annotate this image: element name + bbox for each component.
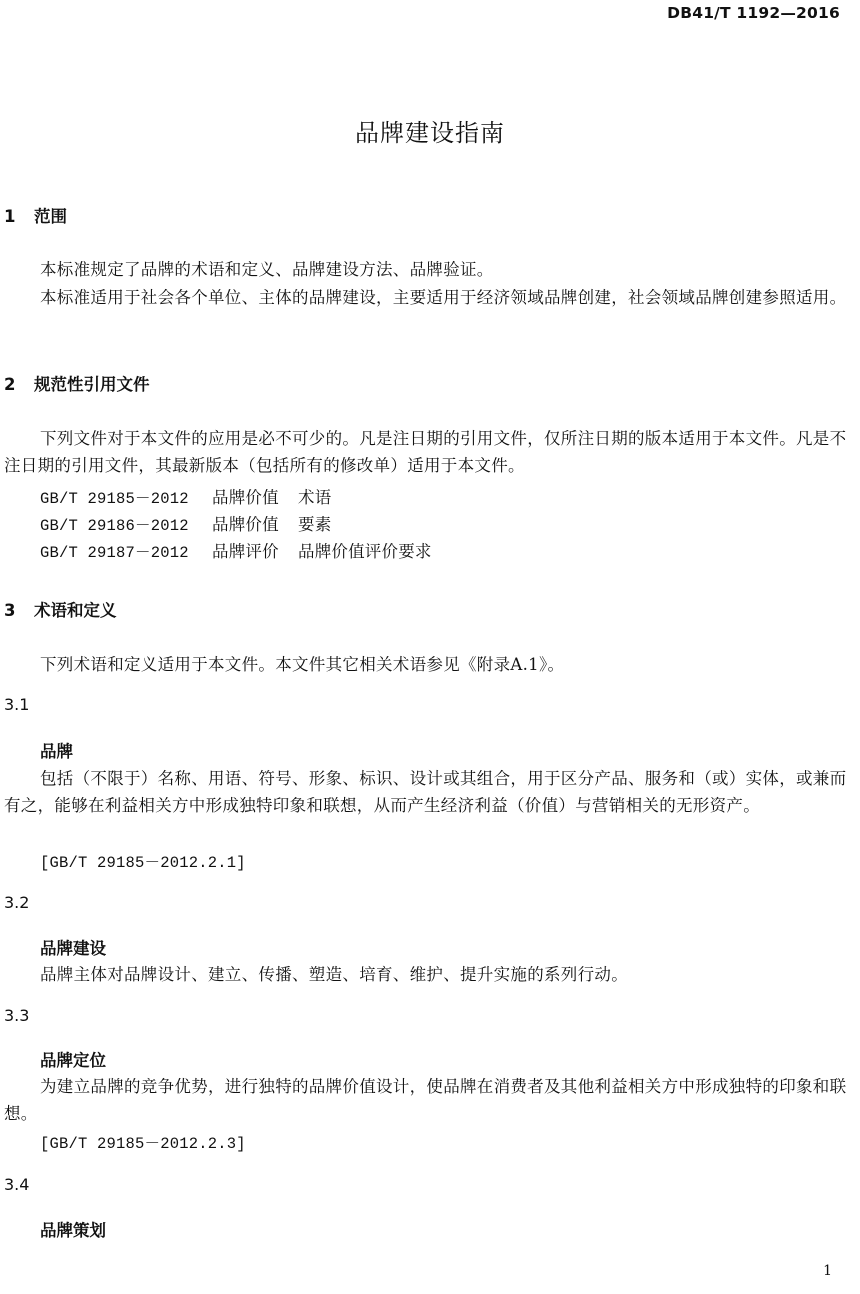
section-heading-normative-references xyxy=(4,371,150,395)
reference-code: GB/T 29185－2012 xyxy=(40,490,189,508)
term-heading: 品牌建设 xyxy=(40,939,106,958)
term-definition: 为建立品牌的竞争优势，进行独特的品牌价值设计，使品牌在消费者及其他利益相关方中形成独特的印象和联想。 xyxy=(4,1077,847,1123)
section-heading-terms-and-definitions xyxy=(4,597,117,621)
term-heading: 品牌策划 xyxy=(40,1221,106,1240)
reference-name: 品牌价值 xyxy=(212,488,279,507)
reference-part: 品牌价值评价要求 xyxy=(298,542,432,561)
reference-code: GB/T 29186－2012 xyxy=(40,517,189,535)
reference-part: 术语 xyxy=(298,488,332,507)
term-definition: 品牌主体对品牌设计、建立、传播、塑造、培育、维护、提升实施的系列行动。 xyxy=(40,965,628,984)
term-heading: 品牌定位 xyxy=(40,1051,106,1070)
standard-code: DB41/T 1192—2016 xyxy=(667,4,840,22)
section-title: 范围 xyxy=(34,207,67,226)
reference-part: 要素 xyxy=(298,515,332,534)
section-number: 2 xyxy=(4,375,16,394)
clause-number: 3.3 xyxy=(4,1006,30,1025)
term-definition: 包括（不限于）名称、用语、符号、形象、标识、设计或其组合，用于区分产品、服务和（或）实体，或兼而有之，能够在利益相关方中形成独特印象和联想，从而产生经济利益（价值）与营销相关的无形资产。 xyxy=(4,769,847,815)
reference-code: GB/T 29187－2012 xyxy=(40,544,189,562)
paragraph: 本标准规定了品牌的术语和定义、品牌建设方法、品牌验证。 xyxy=(40,260,494,279)
page-number: 1 xyxy=(823,1263,832,1279)
reference-item xyxy=(40,511,331,535)
section-number: 3 xyxy=(4,601,16,620)
reference-item xyxy=(40,538,432,562)
reference-item xyxy=(40,484,331,508)
term-heading: 品牌 xyxy=(40,742,73,761)
clause-number: 3.2 xyxy=(4,893,30,912)
term-source: [GB/T 29185－2012.2.1] xyxy=(40,854,246,872)
section-heading-scope xyxy=(4,203,67,227)
section-title: 术语和定义 xyxy=(34,601,117,620)
term-source: [GB/T 29185－2012.2.3] xyxy=(40,1135,246,1153)
paragraph: 下列术语和定义适用于本文件。本文件其它相关术语参见《附录A.1》。 xyxy=(40,655,565,674)
reference-name: 品牌评价 xyxy=(212,542,279,561)
clause-number: 3.1 xyxy=(4,695,30,714)
section-number: 1 xyxy=(4,207,16,226)
reference-name: 品牌价值 xyxy=(212,515,279,534)
paragraph: 下列文件对于本文件的应用是必不可少的。凡是注日期的引用文件，仅所注日期的版本适用于本文件。凡是不注日期的引用文件，其最新版本（包括所有的修改单）适用于本文件。 xyxy=(4,429,847,475)
document-title: 品牌建设指南 xyxy=(355,119,505,147)
clause-number: 3.4 xyxy=(4,1175,30,1194)
section-title: 规范性引用文件 xyxy=(34,375,150,394)
paragraph: 本标准适用于社会各个单位、主体的品牌建设，主要适用于经济领域品牌创建，社会领域品牌创建参照适用。 xyxy=(40,288,847,307)
